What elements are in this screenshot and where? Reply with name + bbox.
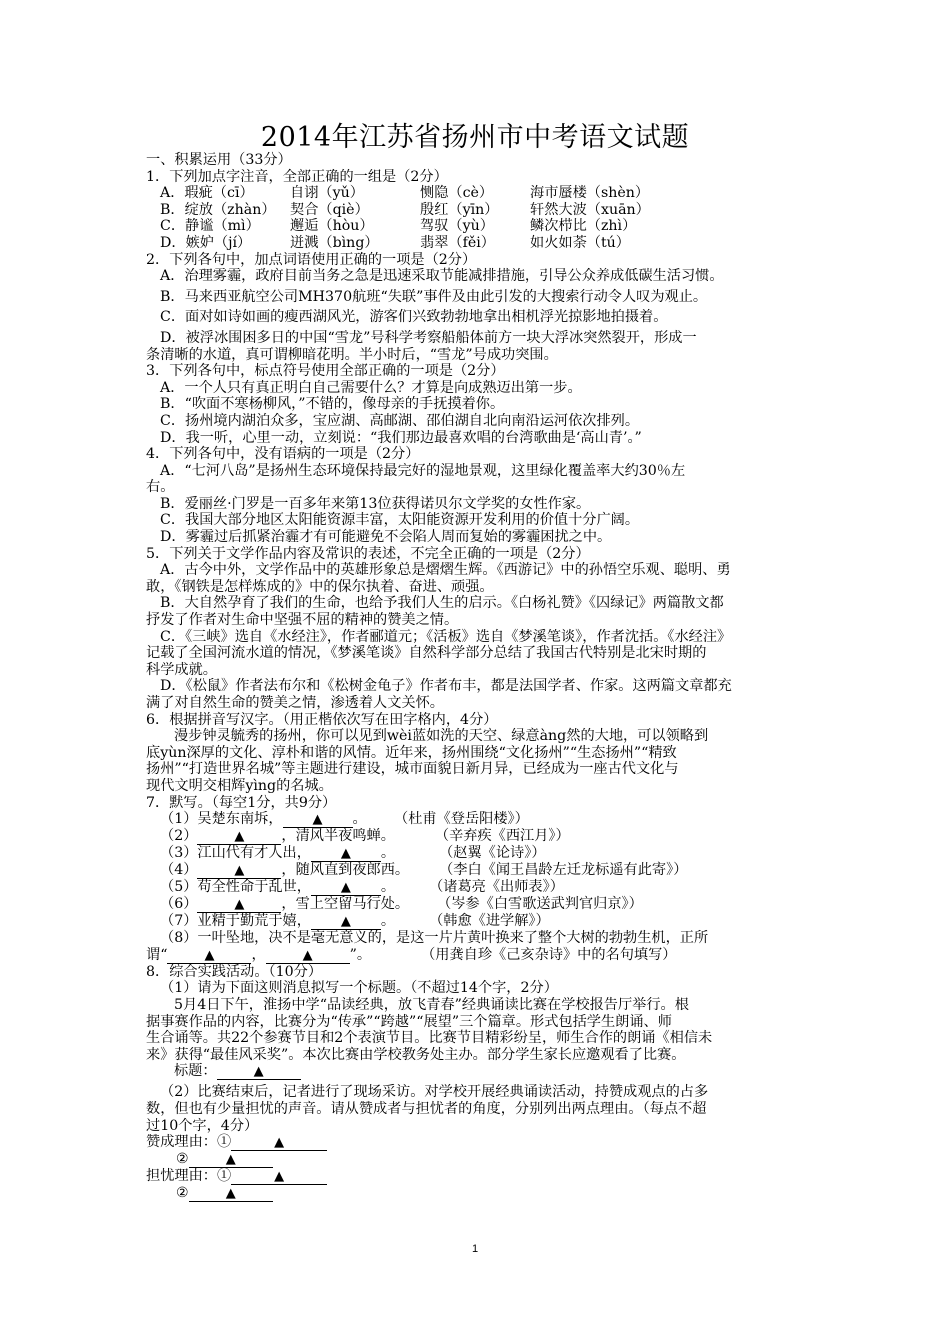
q1-a-2: 自诩（yǔ） (290, 185, 364, 202)
q2-option-c: C．面对如诗如画的瘦西湖风光，游客们兴致勃勃地拿出相机浮光掠影地拍摄着。 (160, 309, 668, 326)
q1-a-3: 恻隐（cè） (420, 185, 494, 202)
q8-sub2-line2: 数，但也有少量担忧的声音。请从赞成者与担忧者的角度，分别列出两点理由。（每点不超 (146, 1100, 707, 1117)
q6-passage-line3: 扬州”“打造世界名城”等主题进行建设，城市面貌日新月异，已经成为一座古代文化与 (146, 761, 679, 778)
q4-option-d: D．雾霾过后抓紧治霾才有可能避免不会陷人周而复始的雾霾困扰之中。 (160, 529, 612, 546)
q8-news-line4: 来》获得“最佳风采奖”。本次比赛由学校教务处主办。部分学生家长应邀观看了比赛。 (146, 1046, 686, 1063)
q7-source-6: （岑参《白雪歌送武判官归京》） (437, 896, 643, 913)
q5-option-a-line2: 敢，《钢铁是怎样炼成的》中的保尔执着、奋进、顽强。 (146, 578, 494, 595)
q1-b-2: 契合（qiè） (290, 201, 369, 218)
q8-news-line3: 生合诵等。共22个参赛节目和2个表演节目。比赛节目精彩纷呈，师生合作的朗诵《相信未 (146, 1030, 713, 1047)
answer-blank[interactable]: ▲ (311, 914, 381, 930)
q1-row-b (146, 202, 814, 219)
q1-row-c (146, 218, 814, 235)
q1-c-4: 鳞次栉比（zhì） (530, 218, 637, 235)
q1-b-4: 轩然大波（xuān） (530, 201, 650, 218)
answer-blank[interactable]: ▲ (167, 948, 251, 964)
q7-source-8: （用龚自珍《己亥杂诗》中的名句填写） (421, 946, 677, 963)
q1-c-1: C．静谧（mì） (160, 218, 260, 235)
q7-item-2: （2） ▲ ，清风半夜鸣蝉。 （辛弃疾《西江月》） (160, 828, 570, 845)
q7-source-1: （杜甫《登岳阳楼》） (394, 811, 529, 828)
q7-item-6: （6） ▲ ，雪上空留马行处。 （岑参《白雪歌送武判官归京》） (160, 896, 643, 913)
q1-b-1: B．绽放（zhàn） (160, 201, 276, 218)
title-label: 标题： (174, 1063, 217, 1080)
q1-d-1: D．嫉妒（jí） (160, 234, 252, 251)
q4-stem: 4．下列各句中，没有语病的一项是（2分） (146, 446, 420, 463)
q3-option-a: A．一个人只有真正明白自己需要什么？才算是向成熟迈出第一步。 (160, 379, 582, 396)
q2-stem: 2．下列各句中，加点词语使用正确的一项是（2分） (146, 251, 477, 268)
q5-option-c-line3: 科学成就。 (146, 661, 217, 678)
q4-option-a-line1: A．“七河八岛”是扬州生态环境保持最完好的湿地景观，这里绿化覆盖率大约30％左 (160, 462, 686, 479)
q3-option-c: C．扬州境内湖泊众多，宝应湖、高邮湖、邵伯湖自北向南沿运河依次排列。 (160, 412, 640, 429)
q3-option-d: D．我一听，心里一动，立刻说：“我们那边最喜欢唱的台湾歌曲是‘高山青’。” (160, 429, 642, 446)
answer-blank[interactable]: ▲ (231, 1169, 327, 1185)
q8-sub2-line1: （2）比赛结束后，记者进行了现场采访。对学校开展经典诵读活动，持赞成观点的占多 (160, 1084, 709, 1101)
q6-passage-line4: 现代文明交相辉yìng的名城。 (146, 777, 333, 794)
con-reason-2: ② ▲ (146, 1185, 814, 1202)
q7-item-4: （4） ▲ ，随风直到夜郎西。 （李白《闻王昌龄左迁龙标遥有此寄》） (160, 862, 688, 879)
q6-stem: 6．根据拼音写汉字。（用正楷依次写在田字格内，4分） (146, 711, 498, 728)
q5-stem: 5．下列关于文学作品内容及常识的表述，不完全正确的一项是（2分） (146, 545, 590, 562)
title-answer-blank[interactable]: ▲ (217, 1064, 301, 1080)
q8-title-row (146, 1063, 814, 1080)
q3-stem: 3．下列各句中，标点符号使用全部正确的一项是（2分） (146, 363, 505, 380)
q5-option-d-line1: D．《松鼠》作者法布尔和《松树金龟子》作者布丰，都是法国学者、作家。这两篇文章都充 (160, 678, 732, 695)
q7-source-3: （赵翼《论诗》） (439, 845, 546, 862)
q1-row-a (146, 185, 814, 202)
q7-source-2: （辛弃疾《西江月》） (434, 828, 570, 845)
q1-a-1: A．瑕疵（cī） (160, 185, 254, 202)
q1-b-3: 殷红（yīn） (420, 201, 499, 218)
answer-blank[interactable]: ▲ (197, 863, 281, 879)
q7-source-4: （李白《闻王昌龄左迁龙标遥有此寄》） (439, 862, 688, 879)
pro-reason-2: ② ▲ (146, 1151, 814, 1168)
q1-d-2: 迸溅（bìng） (290, 234, 379, 251)
q8-news-line2: 据事赛作品的内容，比赛分为“传承”“跨越”“展望”三个篇章。形式包括学生朗诵、师 (146, 1013, 672, 1030)
answer-blank[interactable]: ▲ (189, 1152, 273, 1168)
q7-item-8-line2: 谓“ ▲ ， ▲ ”。 （用龚自珍《己亥杂诗》中的名句填写） (146, 946, 677, 963)
q5-option-c-line2: 记载了全国河流水道的情况，《梦溪笔谈》自然科学部分总结了我国古代特别是北宋时期的 (146, 645, 707, 662)
q8-stem: 8．综合实践活动。（10分） (146, 963, 323, 980)
answer-blank[interactable]: ▲ (311, 846, 381, 862)
answer-blank[interactable]: ▲ (197, 897, 281, 913)
q7-item-8-line1: （8）一叶坠地，决不是毫无意义的，是这一片片黄叶换来了整个大树的勃勃生机，正所 (160, 930, 709, 947)
q2-option-a: A．治理雾霾，政府目前当务之急是迅速采取节能减排措施，引导公众养成低碳生活习惯。 (160, 268, 724, 285)
q1-row-d (146, 235, 814, 252)
q4-option-b: B．爱丽丝·门罗是一百多年来第13位获得诺贝尔文学奖的女性作家。 (160, 495, 591, 512)
q7-source-5: （诸葛亮《出师表》） (429, 879, 564, 896)
q1-c-2: 邂逅（hòu） (290, 218, 374, 235)
con-reason-1 (146, 1168, 814, 1185)
answer-blank[interactable]: ▲ (266, 948, 350, 964)
pro-label: 赞成理由：① (146, 1134, 232, 1151)
q3-option-b: B．“吹面不寒杨柳风，”不错的，像母亲的手抚摸着你。 (160, 396, 505, 413)
exam-body (146, 152, 814, 1202)
q7-item-5: （5）苟全性命于乱世， ▲ 。 （诸葛亮《出师表》） (160, 879, 564, 896)
page-number: 1 (471, 1243, 479, 1255)
q4-option-c: C．我国大部分地区太阳能资源丰富，太阳能资源开发利用的价值十分广阔。 (160, 512, 640, 529)
q1-c-3: 驾驭（yù） (420, 218, 494, 235)
q8-sub2-line3: 过10个字，4分） (146, 1117, 259, 1134)
q5-option-b-line2: 抒发了作者对生命中坚强不屈的精神的赞美之情。 (146, 612, 459, 629)
q2-option-b: B．马来西亚航空公司MH370航班“失联”事件及由此引发的大搜索行动令人叹为观止。 (160, 288, 708, 305)
q1-stem: 1．下列加点字注音，全部正确的一组是（2分） (146, 168, 448, 185)
pro-reason-1 (146, 1134, 814, 1151)
q6-passage-line2: 底yùn深厚的文化、淳朴和谐的风情。近年来，扬州围绕“文化扬州”“生态扬州”“精致 (146, 744, 677, 761)
q2-option-d-line2: 条清晰的水道，真可谓柳暗花明。半小时后，“雪龙”号成功突围。 (146, 346, 558, 363)
section-heading: 一、积累运用（33分） (146, 152, 292, 168)
q1-a-4: 海市蜃楼（shèn） (530, 185, 650, 202)
q7-item-3: （3）江山代有才人出， ▲ 。 （赵翼《论诗》） (160, 845, 546, 862)
q8-news-line1: 5月4日下午，淮扬中学“品读经典，放飞青春”经典诵读比赛在学校报告厅举行。根 (174, 996, 689, 1013)
q8-sub1: （1）请为下面这则消息拟写一个标题。（不超过14个字，2分） (160, 980, 558, 997)
page-title: 2014年江苏省扬州市中考语文试题 (260, 122, 690, 153)
q2-option-d-line1: D．被浮冰围困多日的中国“雪龙”号科学考察船船体前方一块大浮冰突然裂开，形成一 (160, 329, 697, 346)
q5-option-c-line1: C．《三峡》选自《水经注》，作者郦道元；《活板》选自《梦溪笔谈》，作者沈括。《水经注》 (160, 628, 732, 645)
q7-item-1: （1）吴楚东南坼， ▲ 。 （杜甫《登岳阳楼》） (160, 811, 529, 828)
q6-passage-line1: 漫步钟灵毓秀的扬州，你可以见到wèi蓝如洗的天空、绿意àng然的大地，可以领略到 (174, 728, 709, 745)
q5-option-b-line1: B．大自然孕育了我们的生命，也给予我们人生的启示。《白杨礼赞》《囚绿记》两篇散文都 (160, 595, 724, 612)
q5-option-d-line2: 满了对自然生命的赞美之情，渗透着人文关怀。 (146, 695, 444, 711)
q7-stem: 7．默写。（每空1分，共9分） (146, 794, 337, 811)
answer-blank[interactable]: ▲ (311, 880, 381, 896)
q7-source-7: （韩愈《进学解》） (429, 913, 550, 930)
q1-d-4: 如火如荼（tú） (530, 234, 630, 251)
q1-d-3: 翡翠（fěi） (420, 234, 495, 251)
q4-option-a-line2: 右。 (146, 479, 175, 496)
answer-blank[interactable]: ▲ (189, 1186, 273, 1202)
answer-blank[interactable]: ▲ (197, 829, 281, 845)
answer-blank[interactable]: ▲ (283, 812, 353, 828)
q5-option-a-line1: A．古今中外，文学作品中的英雄形象总是熠熠生辉。《西游记》中的孙悟空乐观、聪明、勇 (160, 562, 731, 579)
answer-blank[interactable]: ▲ (231, 1135, 327, 1151)
q7-item-7: （7）业精于勤荒于嬉， ▲ 。 （韩愈《进学解》） (160, 913, 550, 930)
con-label: 担忧理由：① (146, 1168, 232, 1185)
